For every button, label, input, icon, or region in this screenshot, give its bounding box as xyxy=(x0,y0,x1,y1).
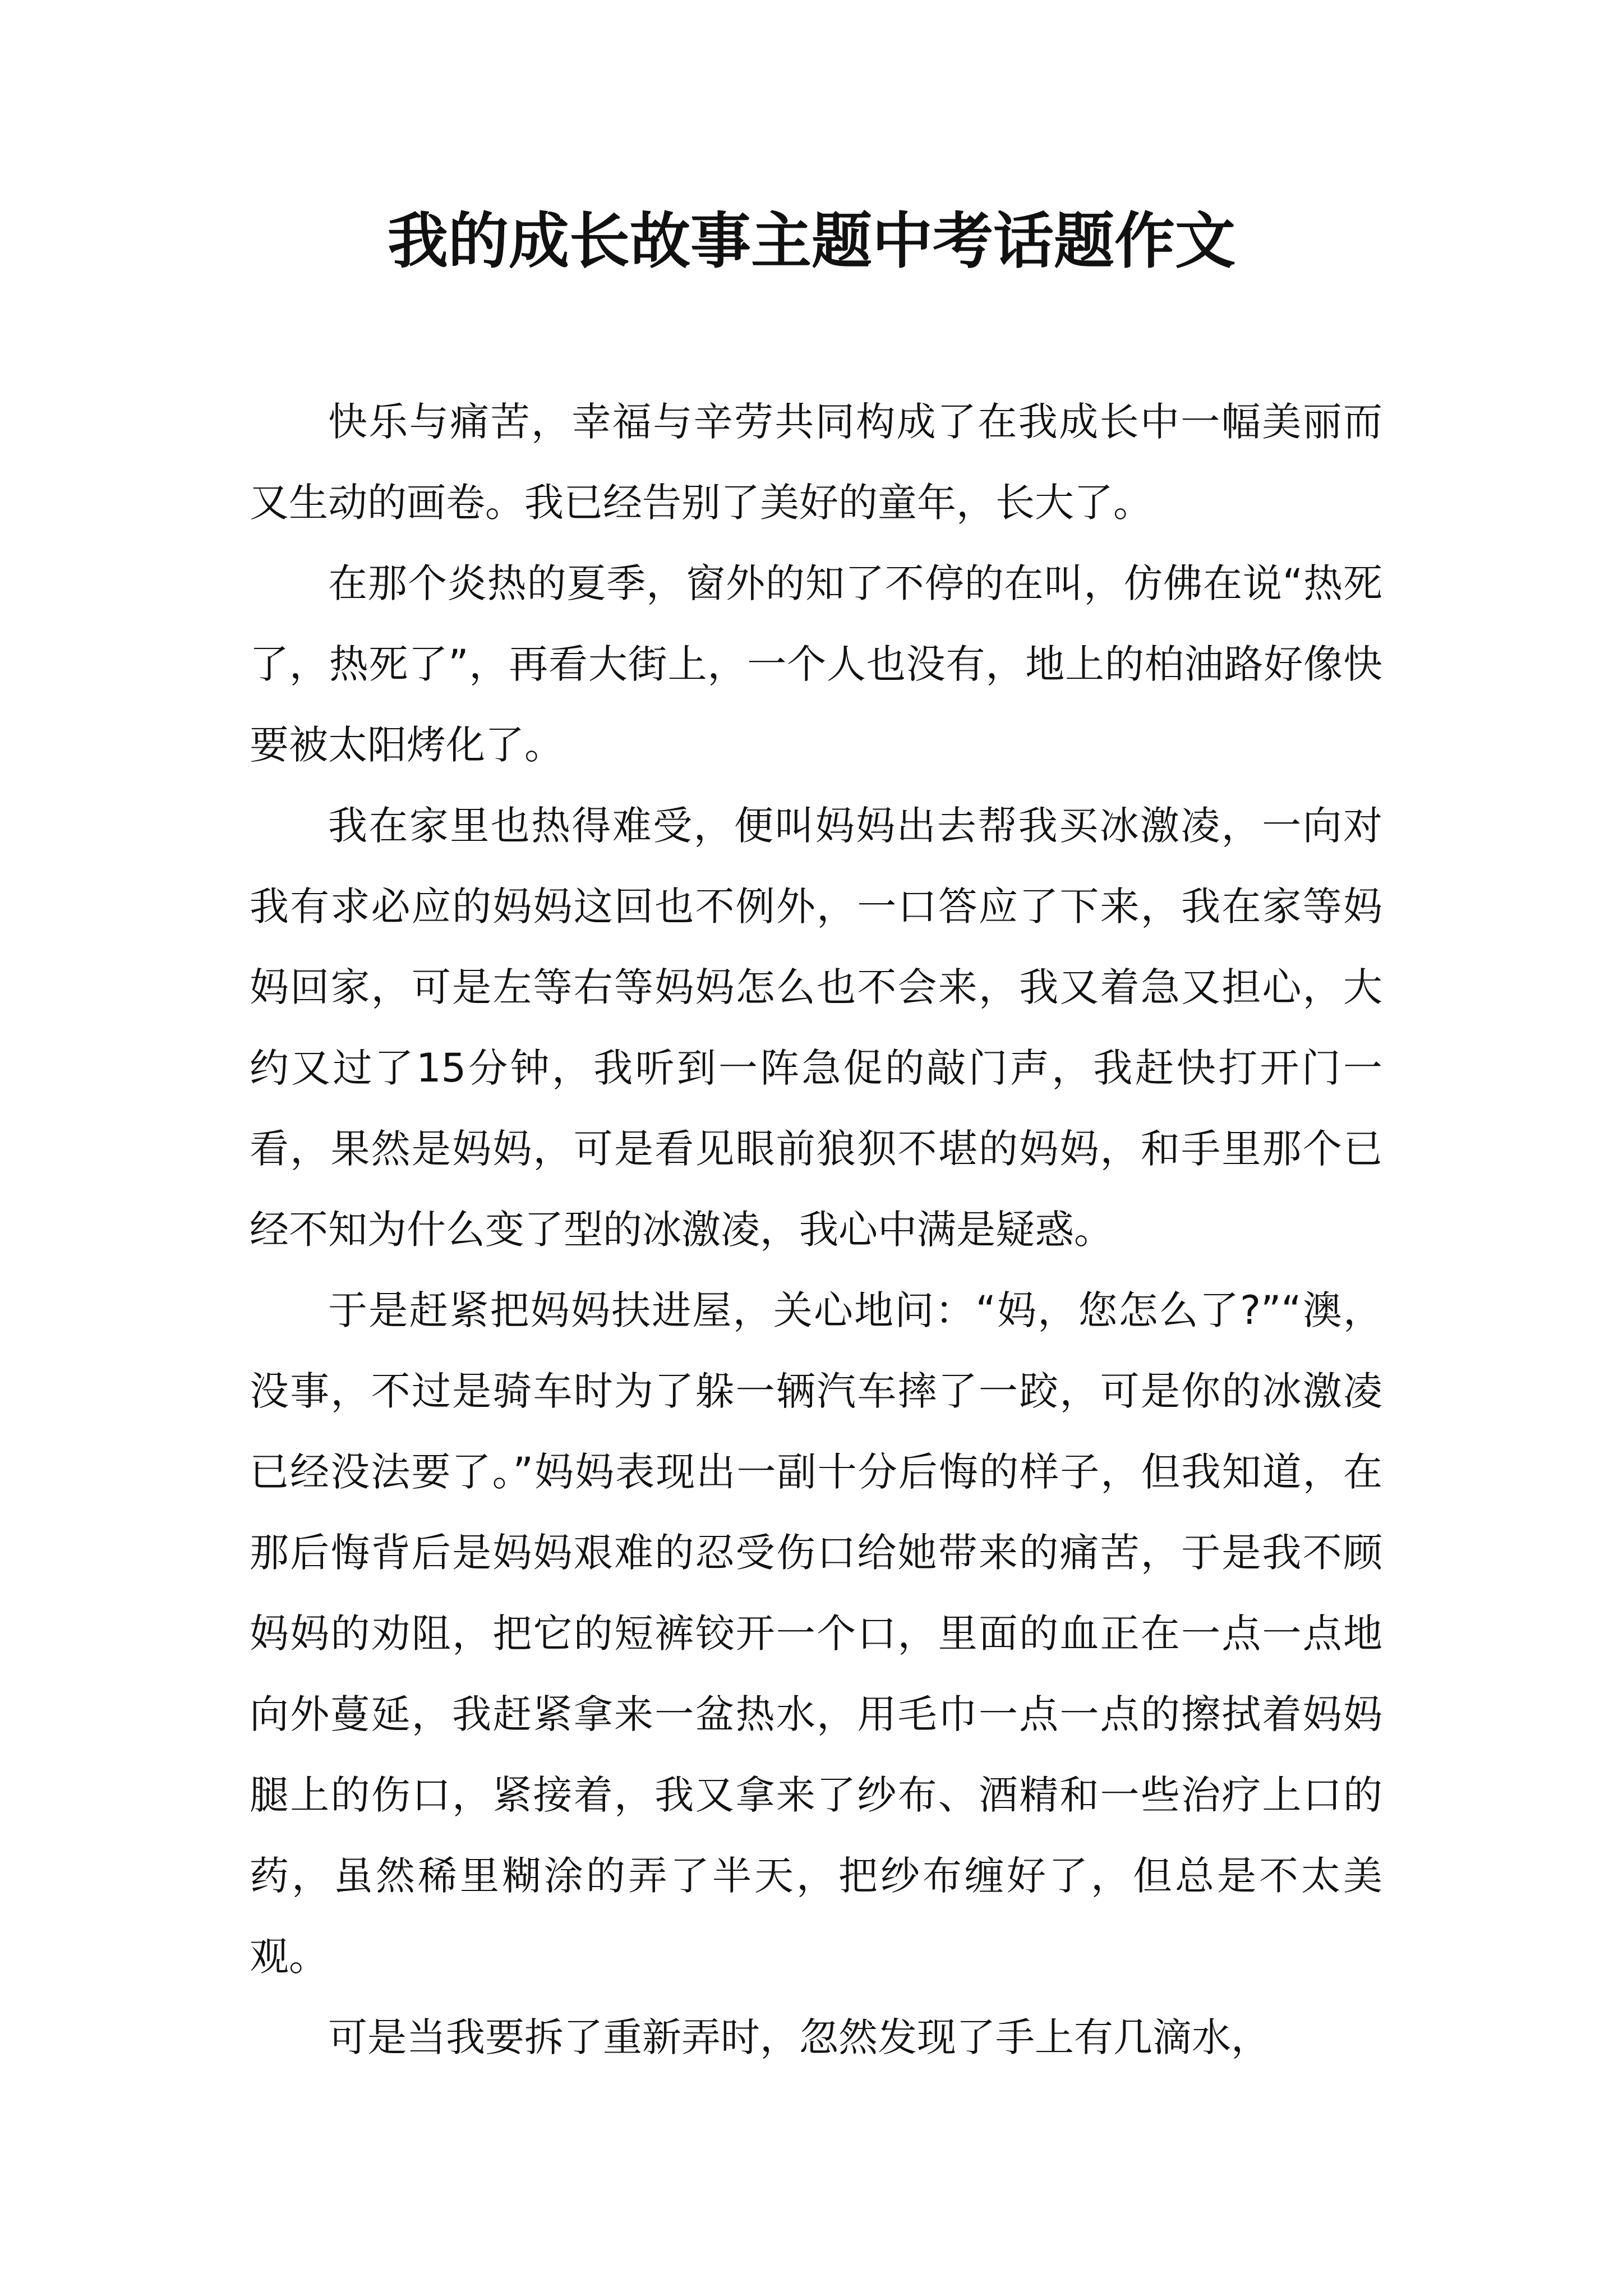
paragraph-2: 在那个炎热的夏季，窗外的知了不停的在叫，仿佛在说“热死了，热死了”，再看大街上，一个人也没有，地上的柏油路好像快要被太阳烤化了。 xyxy=(250,560,1382,768)
paragraph-4: 于是赶紧把妈妈扶进屋，关心地问：“妈，您怎么了?”“澳，没事，不过是骑车时为了躲一辆汽车摔了一跤，可是你的冰激凌已经没法要了。”妈妈表现出一副十分后悔的样子，但我知道，在那后悔背后是妈妈艰难的忍受伤口给她带来的痛苦，于是我不顾妈妈的劝阻，把它的短裤铰开一个口，里面的血正在一点一点地向外蔓延，我赶紧拿来一盆热水，用毛巾一点一点的擦拭着妈妈腿上的伤口，紧接着，我又拿来了纱布、酒精和一些治疗上口的药，虽然稀里糊涂的弄了半天，把纱布缠好了，但总是不太美观。 xyxy=(250,1287,1382,1980)
paragraph-3: 我在家里也热得难受，便叫妈妈出去帮我买冰激凌，一向对我有求必应的妈妈这回也不例外，一口答应了下来，我在家等妈妈回家，可是左等右等妈妈怎么也不会来，我又着急又担心，大约又过了15分钟，我听到一阵急促的敲门声，我赶快打开门一看，果然是妈妈，可是看见眼前狼狈不堪的妈妈，和手里那个已经不知为什么变了型的冰激凌，我心中满是疑惑。 xyxy=(250,803,1382,1253)
paragraph-1: 快乐与痛苦，幸福与辛劳共同构成了在我成长中一幅美丽而又生动的画卷。我已经告别了美好的童年，长大了。 xyxy=(250,399,1382,526)
document-title: 我的成长故事主题中考话题作文 xyxy=(387,206,1235,277)
document-body xyxy=(250,381,1382,2078)
paragraph-5: 可是当我要拆了重新弄时，忽然发现了手上有几滴水， xyxy=(328,2014,1270,2060)
